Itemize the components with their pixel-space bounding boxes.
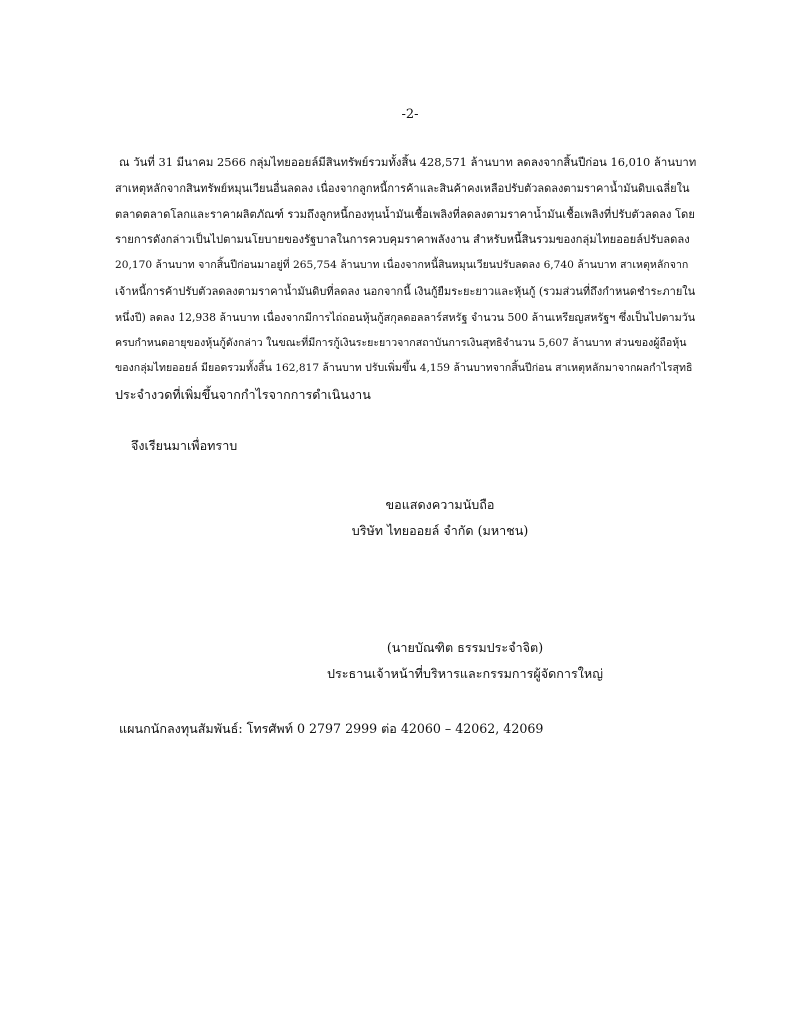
body-line-6: เจ้าหนี้การค้าปรับตัวลดลงตามราคาน้ำมันดิบที่ลดลง นอกจากนี้ เงินกู้ยืมระยะยาวและหุ้นกู้ (รวมส่วนที่ถึงกำหนดชำระภายใน — [115, 284, 696, 298]
body-line-2: สาเหตุหลักจากสินทรัพย์หมุนเวียนอื่นลดลง เนื่องจากลูกหนี้การค้าและสินค้าคงเหลือปรับตัวลดลงตามราคาน้ำมันดิบเฉลี่ยใน — [115, 181, 690, 195]
closing-note: จึงเรียนมาเพื่อทราบ — [131, 438, 238, 453]
body-line-9: ของกลุ่มไทยออยล์ มียอดรวมทั้งสิ้น 162,817 ล้านบาท ปรับเพิ่มขึ้น 4,159 ล้านบาทจากสิ้นปีก่อน สาเหตุหลักมาจากผลกำไรสุทธิ — [115, 362, 693, 375]
signoff-block — [320, 492, 560, 544]
company-name: บริษัท ไทยออยล์ จำกัด (มหาชน) — [351, 523, 529, 538]
body-line-8: ครบกำหนดอายุของหุ้นกู้ดังกล่าว ในขณะที่มีการกู้เงินระยะยาวจากสถาบันการเงินสุทธิจำนวน 5,607 ล้านบาท ส่วนของผู้ถือหุ้น — [115, 336, 687, 349]
body-line-1: ณ วันที่ 31 มีนาคม 2566 กลุ่มไทยออยล์มีสินทรัพย์รวมทั้งสิ้น 428,571 ล้านบาท ลดลงจากสิ้นปีก่อน 16,010 ล้านบาท — [119, 155, 697, 169]
body-line-5: 20,170 ล้านบาท จากสิ้นปีก่อนมาอยู่ที่ 265,754 ล้านบาท เนื่องจากหนี้สินหมุนเวียนปรับลดลง 6,740 ล้านบาท สาเหตุหลักจาก — [115, 259, 689, 272]
body-line-7: หนึ่งปี) ลดลง 12,938 ล้านบาท เนื่องจากมีการไถ่ถอนหุ้นกู้สกุลดอลลาร์สหรัฐ จำนวน 500 ล้านเหรียญสหรัฐฯ ซึ่งเป็นไปตามวัน — [115, 310, 696, 324]
signer-title: ประธานเจ้าหน้าที่บริหารและกรรมการผู้จัดการใหญ่ — [327, 666, 603, 681]
body-line-4: รายการดังกล่าวเป็นไปตามนโยบายของรัฐบาลในการควบคุมราคาพลังงาน สำหรับหนี้สินรวมของกลุ่มไทยออยล์ปรับลดลง — [115, 233, 690, 247]
body-line-3: ตลาดตลาดโลกและราคาผลิตภัณฑ์ รวมถึงลูกหนี้กองทุนน้ำมันเชื้อเพลิงที่ลดลงตามราคาน้ำมันเชื้อเพลิงที่ปรับตัวลดลง โดย — [115, 207, 695, 221]
body-line-10: ประจำงวดที่เพิ่มขึ้นจากกำไรจากการดำเนินงาน — [115, 387, 371, 403]
body-paragraph — [115, 150, 697, 408]
contact-line: แผนกนักลงทุนสัมพันธ์: โทรศัพท์ 0 2797 2999 ต่อ 42060 – 42062, 42069 — [119, 721, 544, 736]
signer-block — [300, 635, 630, 687]
signer-name: (นายบัณฑิต ธรรมประจำจิต) — [386, 640, 544, 655]
page-number: -2- — [401, 107, 419, 122]
regards-text: ขอแสดงความนับถือ — [385, 497, 495, 512]
